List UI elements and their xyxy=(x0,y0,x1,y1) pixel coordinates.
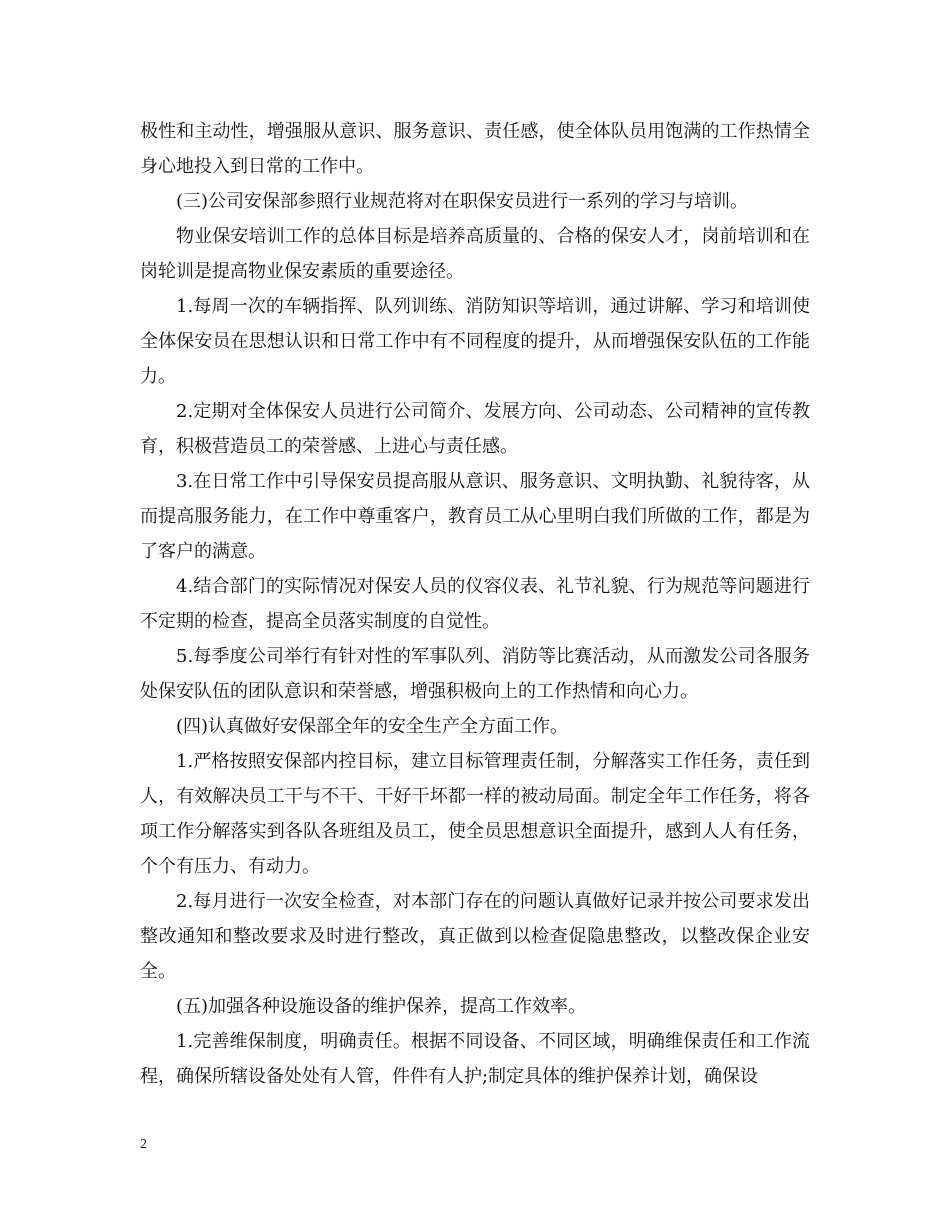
list-item: 2.每月进行一次安全检查，对本部门存在的问题认真做好记录并按公司要求发出整改通知和整改要求及时进行整改，真正做到以检查促隐患整改，以整改保企业安全。 xyxy=(140,891,810,982)
section-heading-5: (五)加强各种设施设备的维护保养，提高工作效率。 xyxy=(176,996,587,1017)
list-item: 1.严格按照安保部内控目标，建立目标管理责任制，分解落实工作任务，责任到人，有效解决员工干与不干、干好干坏都一样的被动局面。制定全年工作任务，将各项工作分解落实到各队各班组及员工，使全员思想意识全面提升，感到人人有任务，个个有压力、有动力。 xyxy=(140,751,810,877)
list-item: 4.结合部门的实际情况对保安人员的仪容仪表、礼节礼貌、行为规范等问题进行不定期的检查，提高全员落实制度的自觉性。 xyxy=(140,576,810,632)
page-number: 2 xyxy=(140,1137,147,1152)
list-item: 5.每季度公司举行有针对性的军事队列、消防等比赛活动，从而激发公司各服务处保安队伍的团队意识和荣誉感，增强积极向上的工作热情和向心力。 xyxy=(140,646,810,702)
list-item: 3.在日常工作中引导保安员提高服从意识、服务意识、文明执勤、礼貌待客，从而提高服务能力，在工作中尊重客户，教育员工从心里明白我们所做的工作，都是为了客户的满意。 xyxy=(140,471,810,562)
document-body xyxy=(140,114,810,1094)
section-heading-4: (四)认真做好安保部全年的安全生产全方面工作。 xyxy=(176,716,569,737)
paragraph: 物业保安培训工作的总体目标是培养高质量的、合格的保安人才，岗前培训和在岗轮训是提高物业保安素质的重要途径。 xyxy=(140,226,810,282)
list-item: 2.定期对全体保安人员进行公司简介、发展方向、公司动态、公司精神的宣传教育，积极营造员工的荣誉感、上进心与责任感。 xyxy=(140,401,810,457)
section-heading-3: (三)公司安保部参照行业规范将对在职保安员进行一系列的学习与培训。 xyxy=(176,191,749,212)
list-item: 1.每周一次的车辆指挥、队列训练、消防知识等培训，通过讲解、学习和培训使全体保安员在思想认识和日常工作中有不同程度的提升，从而增强保安队伍的工作能力。 xyxy=(140,296,810,387)
list-item: 1.完善维保制度，明确责任。根据不同设备、不同区域，明确维保责任和工作流程，确保所辖设备处处有人管，件件有人护;制定具体的维护保养计划，确保设 xyxy=(140,1031,810,1087)
paragraph-continuation: 极性和主动性，增强服从意识、服务意识、责任感，使全体队员用饱满的工作热情全身心地投入到日常的工作中。 xyxy=(140,121,810,177)
